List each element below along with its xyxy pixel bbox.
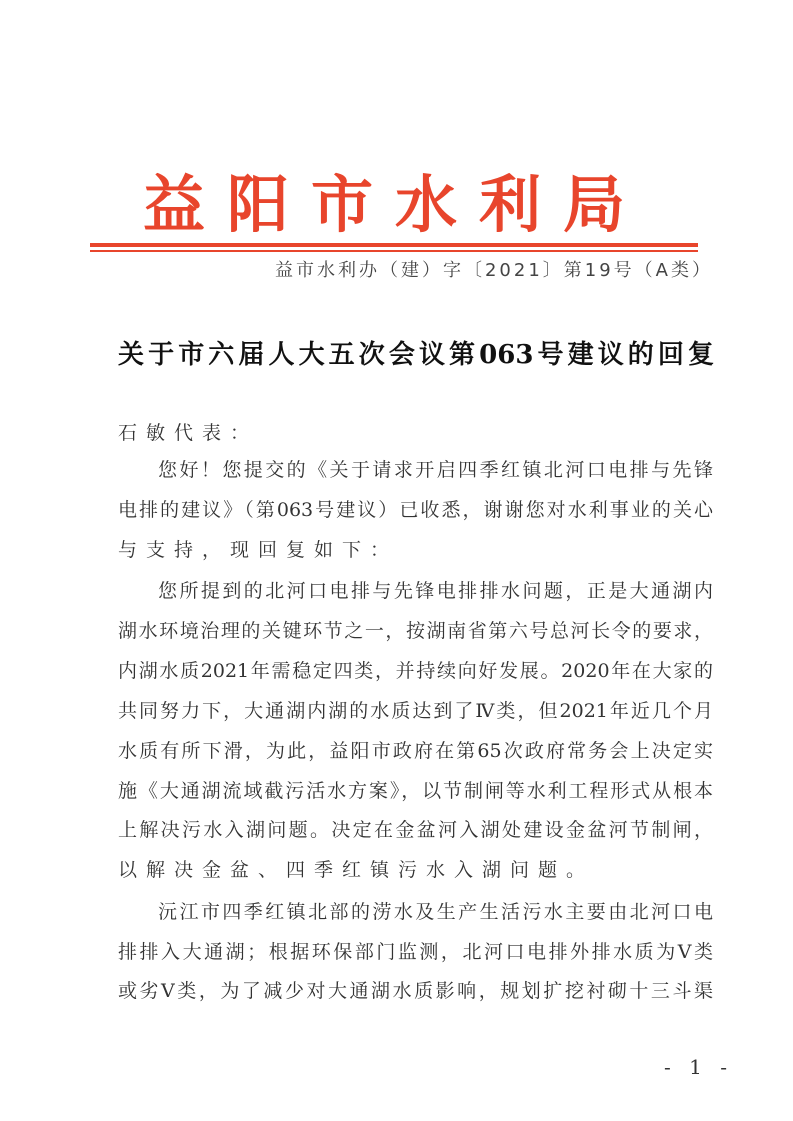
document-title: 关于市六届人大五次会议第063号建议的回复 xyxy=(118,340,714,370)
body-line: 与支持，现回复如下： xyxy=(118,539,399,561)
body-line: 施《大通湖流域截污活水方案》，以节制闸等水利工程形式从根本 xyxy=(118,780,713,802)
body-line: 上解决污水入湖问题。决定在金盆河入湖处建设金盆河节制闸， xyxy=(118,819,713,841)
body-line: 内湖水质2021年需稳定四类，并持续向好发展。2020年在大家的 xyxy=(118,660,713,682)
page-number: - 1 - xyxy=(664,1055,733,1079)
body-line: 湖水环境治理的关键环节之一，按湖南省第六号总河长令的要求， xyxy=(118,620,713,642)
body-line: 排排入大通湖；根据环保部门监测，北河口电排外排水质为Ⅴ类 xyxy=(118,941,713,963)
org-masthead: 益阳市水利局 xyxy=(142,168,647,241)
red-divider-thick xyxy=(90,243,698,247)
body-line: 您好！您提交的《关于请求开启四季红镇北河口电排与先锋 xyxy=(158,459,713,481)
body-line: 水质有所下滑，为此，益阳市政府在第65次政府常务会上决定实 xyxy=(118,740,713,762)
body-line: 电排的建议》（第063号建议）已收悉，谢谢您对水利事业的关心 xyxy=(118,499,713,521)
salutation: 石敏代表： xyxy=(118,422,259,444)
body-line: 或劣Ⅴ类，为了减少对大通湖水质影响，规划扩挖衬砌十三斗渠 xyxy=(118,980,713,1002)
body-line: 沅江市四季红镇北部的涝水及生产生活污水主要由北河口电 xyxy=(158,901,713,923)
body-line: 共同努力下，大通湖内湖的水质达到了Ⅳ类，但2021年近几个月 xyxy=(118,700,713,722)
body-line: 您所提到的北河口电排与先锋电排排水问题，正是大通湖内 xyxy=(158,580,713,602)
body-line: 以解决金盆、四季红镇污水入湖问题。 xyxy=(118,859,595,881)
red-divider-thin xyxy=(90,250,698,252)
document-number: 益市水利办（建）字〔2021〕第19号（A类） xyxy=(274,260,713,281)
